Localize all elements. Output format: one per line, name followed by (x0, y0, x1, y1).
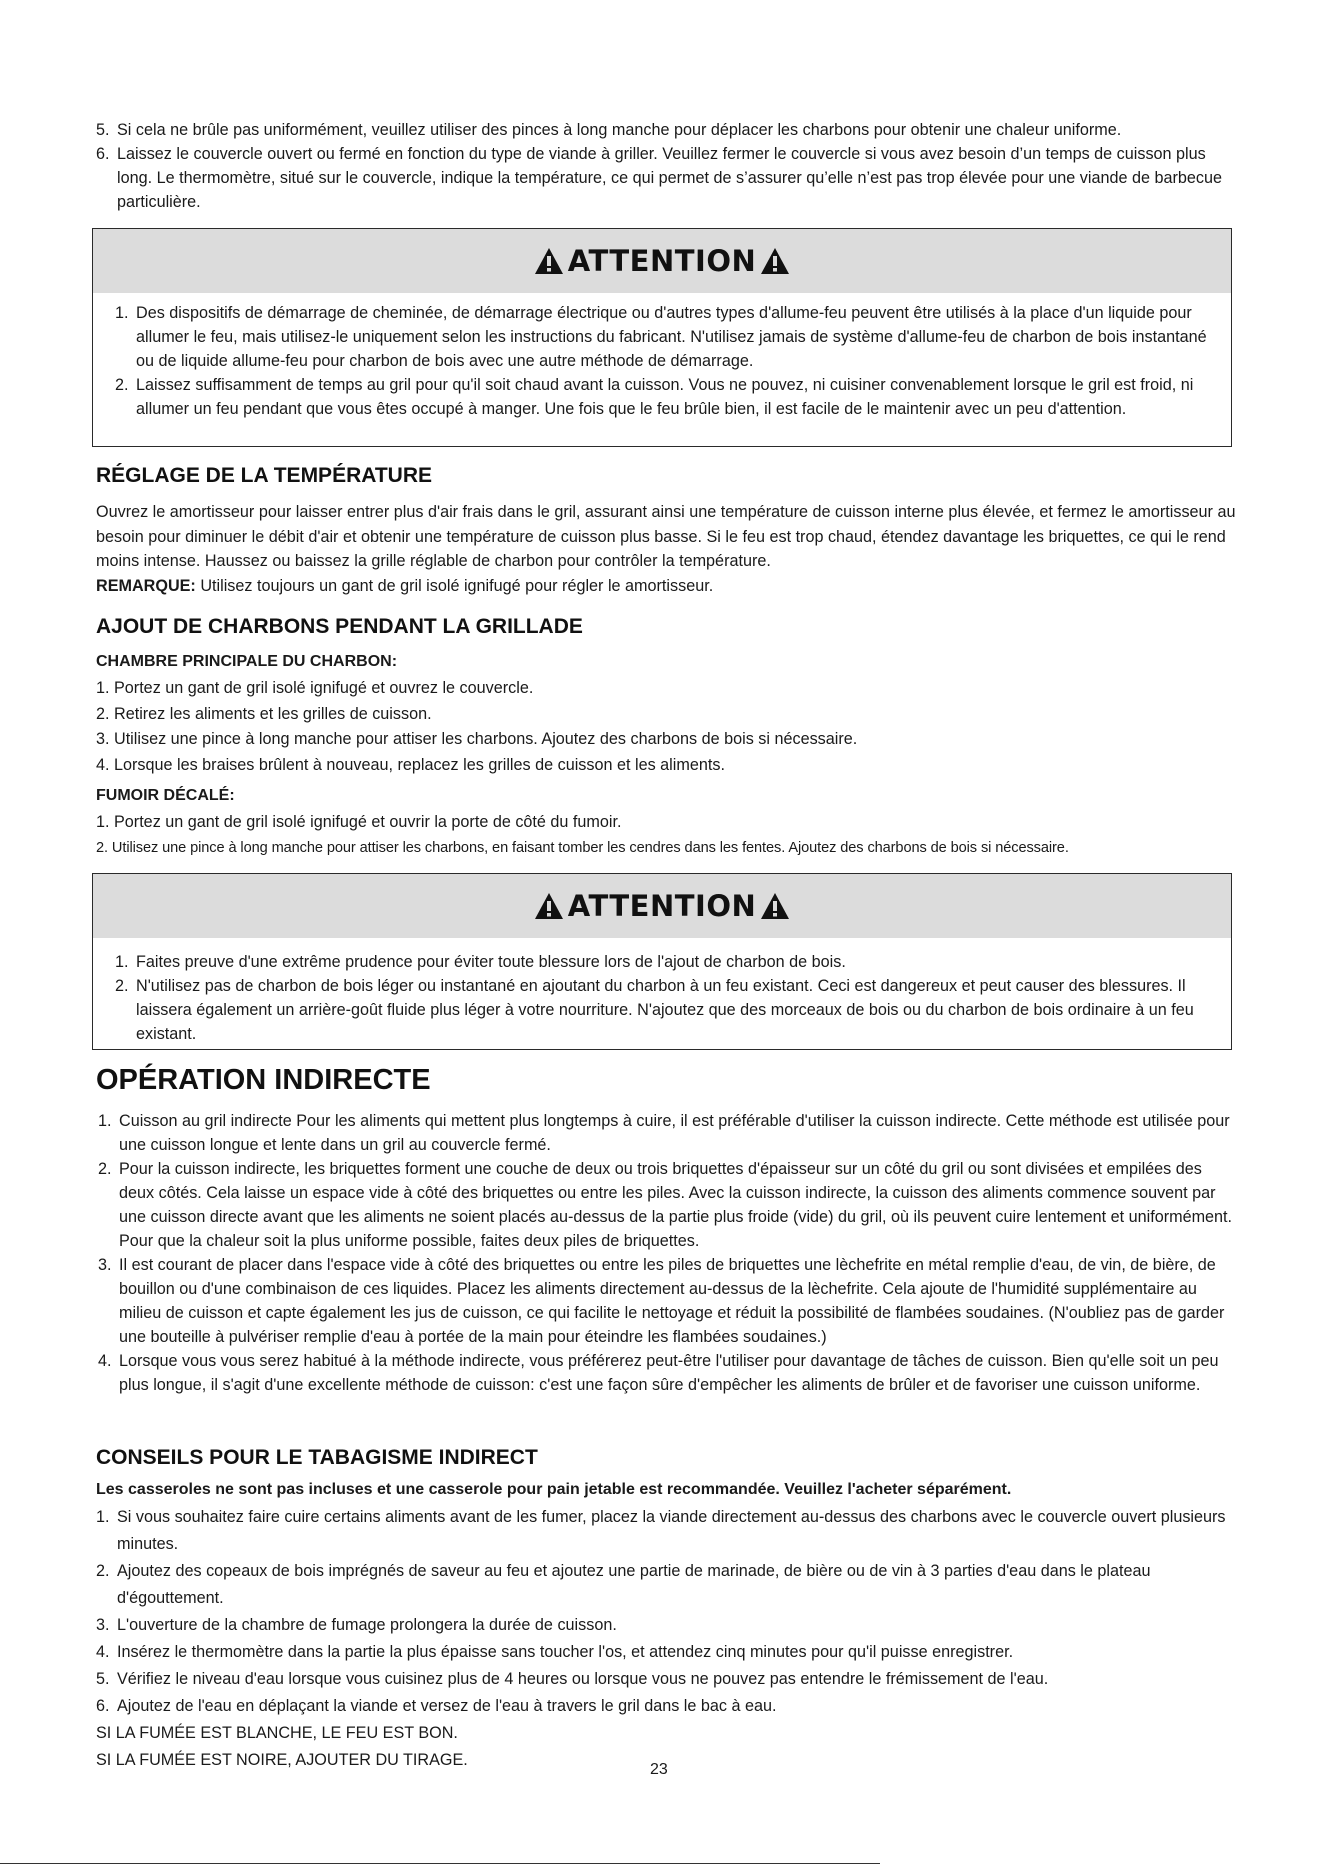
warning-icon (534, 892, 564, 920)
bottom-rule (0, 1863, 880, 1864)
list-item: 3. Il est courant de placer dans l'espace vide à côté des briquettes ou entre les piles de briquettes une lèchefrite en métal remplie d'eau, de vin, de bière, de bouillon ou d'une combinaison de ces liquides. Placez les aliments directement au-dessus de la lèchefrite. Cela ajoute de l'humidité supplémentaire au milieu de cuisson et capte également les jus de cuisson, ce qui facilite le nettoyage et réduit la possibilité de flambées soudaines. (N'oubliez pas de garder une bouteille à pulvériser remplie d'eau à portée de la main pour éteindre les flambées soudaines.) (98, 1256, 1225, 1346)
list-item: 1. Portez un gant de gril isolé ignifugé et ouvrez le couvercle. (96, 679, 534, 697)
page-number: 23 (650, 1761, 668, 1778)
warning-icon (534, 247, 564, 275)
list-item: 2. N'utilisez pas de charbon de bois léger ou instantané en ajoutant du charbon à un feu existant. Ceci est dangereux et peut causer des blessures. Il laissera également un arrière-goût fluide plus léger à votre nourriture. N'ajoutez que des morceaux de bois ou du charbon de bois ordinaire à un feu existant. (115, 977, 1194, 1043)
list-item: 2. Laissez suffisamment de temps au gril pour qu'il soit chaud avant la cuisson. Vous ne pouvez, ni cuisiner convenablement lorsque le gril est froid, ni allumer un feu pendant que vous êtes occupé à manger. Une fois que le feu brûle bien, il est facile de le maintenir avec un peu d'attention. (115, 376, 1194, 418)
attention-title: ATTENTION (567, 889, 757, 923)
subheading: CHAMBRE PRINCIPALE DU CHARBON: (96, 653, 398, 670)
list-item: 1. Portez un gant de gril isolé ignifugé et ouvrir la porte de côté du fumoir. (96, 813, 622, 831)
list-item: 3. L'ouverture de la chambre de fumage prolongera la durée de cuisson. (96, 1616, 617, 1634)
smoke-black-line: SI LA FUMÉE EST NOIRE, AJOUTER DU TIRAGE. (96, 1751, 468, 1769)
list-item: 6. Laissez le couvercle ouvert ou fermé en fonction du type de viande à griller. Veuillez fermer le couvercle si vous avez besoin d’un temps de cuisson plus long. Le thermomètre, situé sur le couvercle, indique la température, ce qui permet de s’assurer qu’elle n’est pas trop élevée pour une viande de barbecue particulière. (96, 145, 1222, 211)
tips-list (96, 1504, 1236, 1774)
note-label: REMARQUE: (96, 576, 196, 595)
attention-title: ATTENTION (567, 244, 757, 278)
attention-box (92, 228, 1232, 447)
warning-icon (760, 247, 790, 275)
warning-icon (760, 892, 790, 920)
section-heading: AJOUT DE CHARBONS PENDANT LA GRILLADE (96, 615, 583, 638)
list-item: 4. Lorsque les braises brûlent à nouveau, replacez les grilles de cuisson et les aliments. (96, 755, 725, 774)
attention-box (92, 873, 1232, 1050)
list-item: 3. Utilisez une pince à long manche pour attiser les charbons. Ajoutez des charbons de bois si nécessaire. (96, 730, 858, 748)
list-item: 1. Cuisson au gril indirecte Pour les aliments qui mettent plus longtemps à cuire, il est préférable d'utiliser la cuisson indirecte. Cette méthode est utilisée pour une cuisson longue et lente dans un gril au couvercle fermé. (98, 1112, 1230, 1154)
attention-header (93, 874, 1231, 938)
list-item: 2. Pour la cuisson indirecte, les briquettes forment une couche de deux ou trois briquettes d'épaisseur sur un côté du gril ou sont divisées et empilées des deux côtés. Cela laisse un espace vide à côté des briquettes ou entre les piles. Avec la cuisson indirecte, la cuisson des aliments commence souvent par une cuisson directe avant que les aliments ne soient placés au-dessus de la partie plus froide (vide) du gril, où ils peuvent cuire lentement et uniformément. Pour que la chaleur soit la plus uniforme possible, faites deux piles de briquettes. (98, 1160, 1233, 1250)
list-item: 2. Retirez les aliments et les grilles de cuisson. (96, 704, 432, 723)
section-heading: CONSEILS POUR LE TABAGISME INDIRECT (96, 1446, 538, 1469)
list-item: 1. Des dispositifs de démarrage de cheminée, de démarrage électrique ou d'autres types d'allume-feu peuvent être utilisés à la place d'un liquide pour allumer le feu, mais utilisez-le uniquement selon les instructions du fabricant. N'utilisez jamais de système d'allume-feu de charbon de bois instantané ou de liquide allume-feu pour charbon de bois avec une autre méthode de démarrage. (115, 304, 1207, 370)
smoker-steps (96, 810, 1256, 861)
list-item: 5. Vérifiez le niveau d'eau lorsque vous cuisinez plus de 4 heures ou lorsque vous ne pouvez pas entendre le frémissement de l'eau. (96, 1670, 1049, 1688)
list-item: 4. Insérez le thermomètre dans la partie la plus épaisse sans toucher l'os, et attendez cinq minutes pour qu'il puisse enregistrer. (96, 1643, 1014, 1661)
list-item: 2. Ajoutez des copeaux de bois imprégnés de saveur au feu et ajoutez une partie de marinade, de bière ou de vin à 3 parties d'eau dans le plateau d'égouttement. (96, 1562, 1151, 1607)
list-item: 1. Faites preuve d'une extrême prudence pour éviter toute blessure lors de l'ajout de charbon de bois. (115, 953, 846, 971)
indirect-list (98, 1109, 1236, 1397)
list-item: 2. Utilisez une pince à long manche pour attiser les charbons, en faisant tomber les cendres dans les fentes. Ajoutez des charbons de bois si nécessaire. (96, 839, 1069, 856)
bold-note: Les casseroles ne sont pas incluses et une casserole pour pain jetable est recommandée. Veuillez l'acheter séparément. (96, 1481, 1012, 1498)
subheading: FUMOIR DÉCALÉ: (96, 787, 235, 804)
list-item: 5. Si cela ne brûle pas uniformément, veuillez utiliser des pinces à long manche pour déplacer les charbons pour obtenir une chaleur uniforme. (96, 121, 1122, 139)
list-item: 6. Ajoutez de l'eau en déplaçant la viande et versez de l'eau à travers le gril dans le bac à eau. (96, 1697, 777, 1715)
list-item: 4. Lorsque vous vous serez habitué à la méthode indirecte, vous préférerez peut-être l'utiliser pour davantage de tâches de cuisson. Bien qu'elle soit un peu plus longue, il s'agit d'une excellente méthode de cuisson: c'est une façon sûre d'empêcher les aliments de brûler et de favoriser une cuisson uniforme. (98, 1352, 1219, 1394)
smoke-white-line: SI LA FUMÉE EST BLANCHE, LE FEU EST BON. (96, 1724, 458, 1742)
section-heading: RÉGLAGE DE LA TEMPÉRATURE (96, 464, 433, 487)
list-item: 1. Si vous souhaitez faire cuire certains aliments avant de les fumer, placez la viande directement au-dessus des charbons avec le couvercle ouvert plusieurs minutes. (96, 1508, 1226, 1553)
main-steps (96, 676, 857, 778)
intro-list (96, 118, 1236, 214)
attention-header (93, 229, 1231, 293)
section-heading: OPÉRATION INDIRECTE (96, 1064, 431, 1096)
temperature-body: Ouvrez le amortisseur pour laisser entrer plus d'air frais dans le gril, assurant ainsi une température de cuisson interne plus élevée, et fermez le amortisseur au besoin pour diminuer le débit d'air et obtenir une température de cuisson plus basse. Si le feu est trop chaud, étendez davantage les briquettes, ce qui le rend moins intense. Haussez ou baissez la grille réglable de charbon pour contrôler la température. REMARQUE: Utilisez toujours un gant de gril isolé ignifugé pour régler le amortisseur. (96, 503, 1236, 595)
